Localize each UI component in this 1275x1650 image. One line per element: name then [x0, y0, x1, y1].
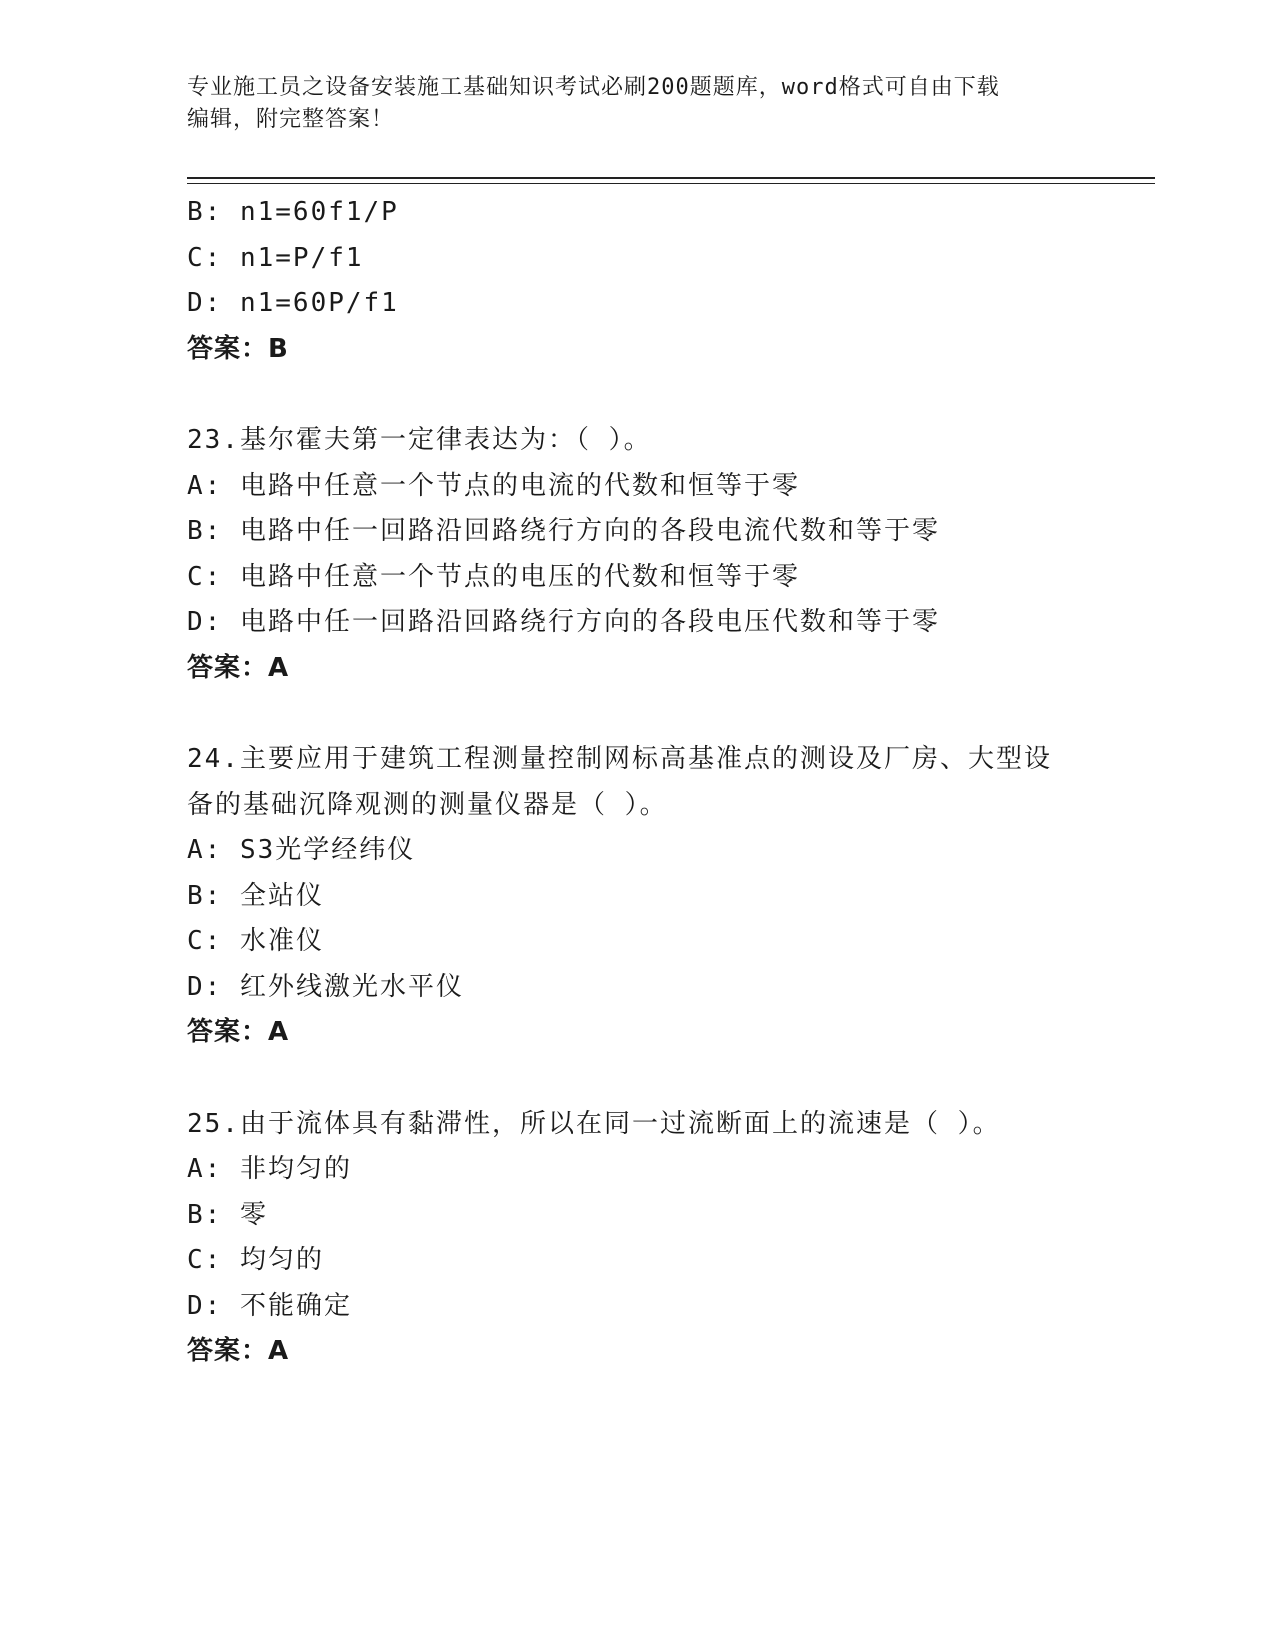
spacer: [187, 691, 1147, 737]
answer-line: 答案：A: [187, 1017, 290, 1047]
document-header: [187, 72, 1067, 136]
question-stem: 25.由于流体具有黏滞性，所以在同一过流断面上的流速是（ ）。: [187, 1108, 1001, 1139]
question-stem-continued: 备的基础沉降观测的测量仪器是（ ）。: [187, 789, 668, 820]
answer-line: 答案：B: [187, 333, 289, 364]
option-c: C: 水准仪: [187, 926, 324, 956]
spacer: [187, 372, 1147, 418]
option-c: C: 均匀的: [187, 1245, 324, 1275]
option-d: D: 电路中任一回路沿回路绕行方向的各段电压代数和等于零: [187, 607, 940, 637]
option-c: C: n1=P/f1: [187, 242, 364, 273]
question-stem: 24.主要应用于建筑工程测量控制网标高基准点的测设及厂房、大型设: [187, 744, 1052, 774]
spacer: [187, 1056, 1147, 1102]
header-rule-thin: [187, 183, 1155, 184]
option-d: D: 红外线激光水平仪: [187, 971, 464, 1002]
option-c: C: 电路中任意一个节点的电压的代数和恒等于零: [187, 561, 800, 592]
option-b: B: 零: [187, 1199, 268, 1230]
question-23: [187, 418, 1147, 691]
question-25: [187, 1102, 1147, 1375]
header-title-line-2: 编辑，附完整答案！: [187, 107, 395, 132]
question-24: [187, 737, 1147, 1056]
option-b: B: 电路中任一回路沿回路绕行方向的各段电流代数和等于零: [187, 516, 940, 546]
option-a: A: 非均匀的: [187, 1154, 352, 1184]
question-list: [187, 190, 1147, 1375]
header-rule-thick: [187, 177, 1155, 179]
option-b: B: 全站仪: [187, 880, 324, 911]
answer-line: 答案：A: [187, 1336, 290, 1366]
option-a: A: S3光学经纬仪: [187, 835, 416, 865]
answer-line: 答案：A: [187, 652, 290, 683]
header-title-line-1: 专业施工员之设备安装施工基础知识考试必刷200题题库，word格式可自由下载: [187, 75, 1000, 100]
option-d: D: 不能确定: [187, 1290, 352, 1321]
question-22-continued: [187, 190, 1147, 372]
option-b: B: n1=60f1/P: [187, 197, 399, 227]
option-d: D: n1=60P/f1: [187, 288, 399, 318]
option-a: A: 电路中任意一个节点的电流的代数和恒等于零: [187, 470, 800, 501]
question-stem: 23.基尔霍夫第一定律表达为：（ ）。: [187, 425, 652, 455]
